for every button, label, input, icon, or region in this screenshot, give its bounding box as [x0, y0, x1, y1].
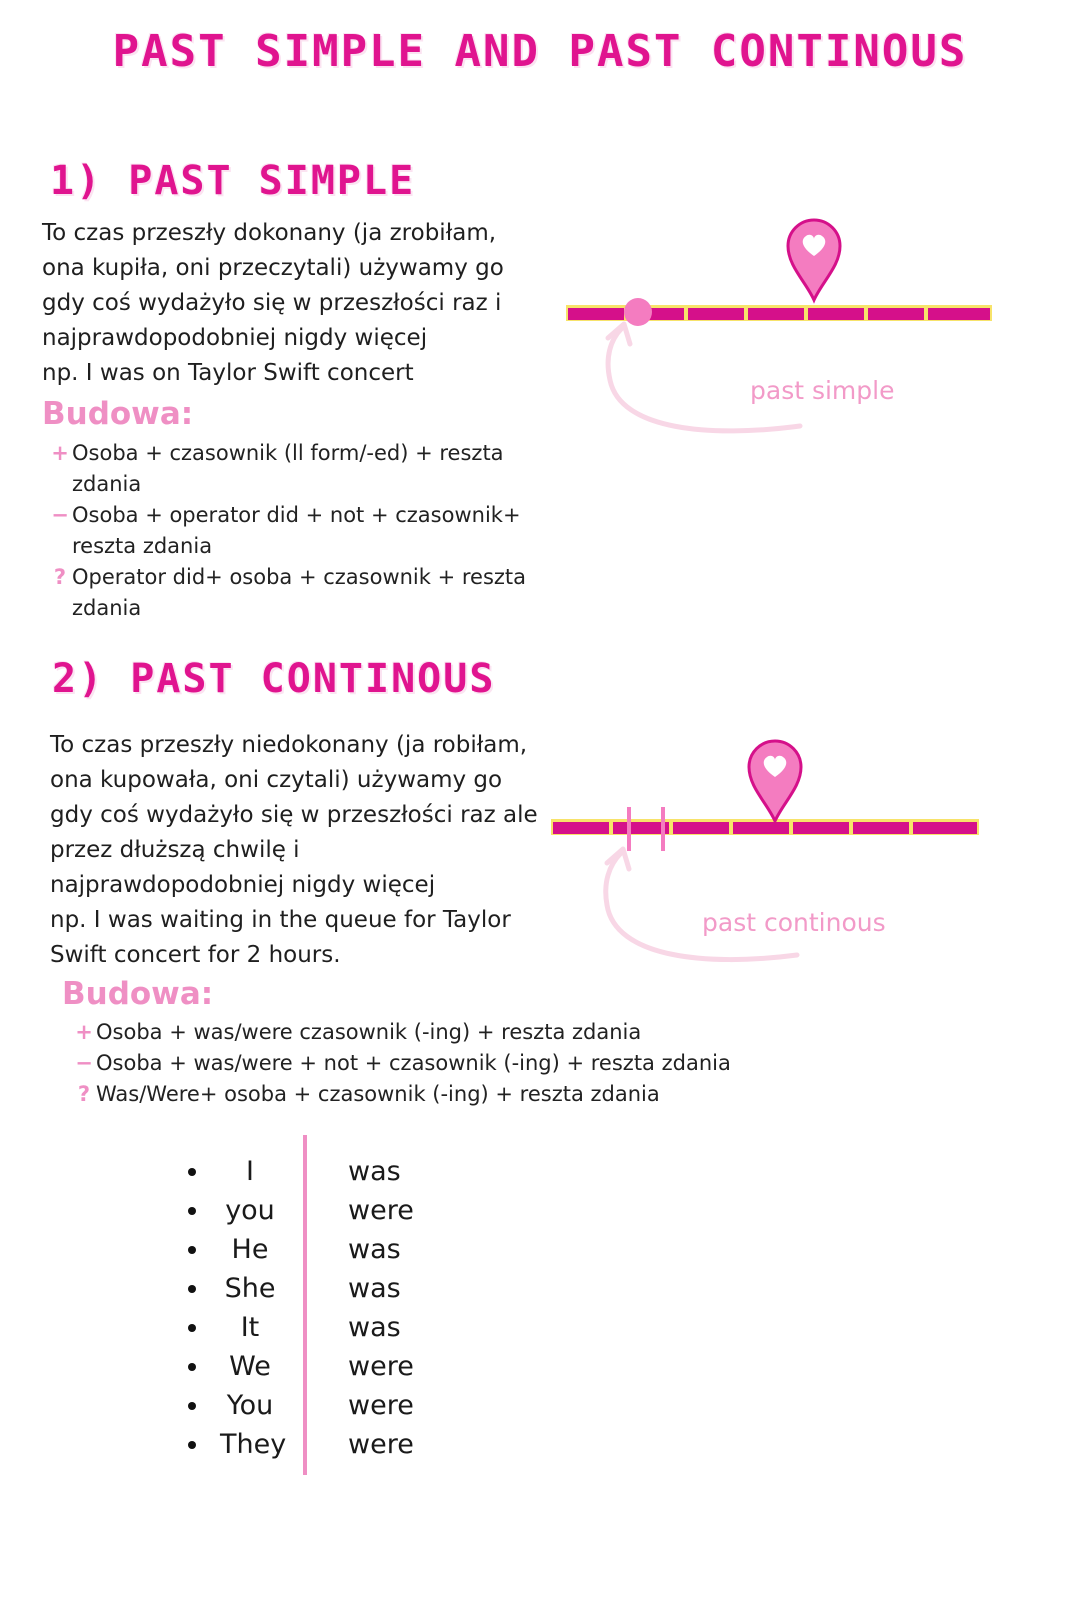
bullet-icon [188, 1168, 196, 1176]
pronoun: He [231, 1234, 269, 1265]
past-simple-timeline-diagram [560, 210, 1040, 460]
section2-line: ona kupowała, oni czytali) używamy go [50, 767, 503, 793]
bullet-icon [188, 1363, 196, 1371]
section2-line: najprawdopodobniej nigdy więcej [50, 872, 436, 898]
section2-line: np. I was waiting in the queue for Taylor [50, 907, 511, 933]
bullet-icon [188, 1285, 196, 1293]
plus-icon: + [75, 1020, 93, 1044]
heart-pin-icon [788, 220, 840, 300]
rule-negative [48, 500, 578, 562]
verb: were [348, 1390, 414, 1421]
minus-icon: − [51, 503, 69, 527]
pronoun: She [224, 1273, 276, 1304]
section1-description [42, 216, 562, 391]
section1-line: To czas przeszły dokonany (ja zrobiłam, [42, 220, 497, 246]
bullet-icon [188, 1246, 196, 1254]
verb-column [348, 1152, 414, 1464]
section2-line: przez dłuższą chwilę i [50, 837, 300, 863]
section1-budowa-label: Budowa: [42, 396, 194, 432]
rule-text: Osoba + czasownik (ll form/-ed) + reszta zdania [72, 441, 504, 496]
timeline-bar [551, 819, 979, 835]
section2-line: gdy coś wydażyło się w przeszłości raz ale [50, 802, 538, 828]
verb: were [348, 1429, 414, 1460]
verb: were [348, 1195, 414, 1226]
section1-line: gdy coś wydażyło się w przeszłości raz i [42, 290, 502, 316]
section1-heading: 1) PAST SIMPLE [50, 158, 416, 204]
list-item [188, 1386, 280, 1425]
rule-question [48, 562, 578, 624]
pronoun: We [229, 1351, 271, 1382]
section2-line: To czas przeszły niedokonany (ja robiłam, [50, 732, 528, 758]
past-simple-caption: past simple [750, 376, 895, 405]
pronoun: They [220, 1429, 287, 1460]
past-continous-timeline-diagram [545, 735, 1035, 985]
list-item [188, 1152, 280, 1191]
section2-rules [72, 1017, 772, 1110]
list-item [188, 1230, 280, 1269]
section1-rules [48, 438, 578, 624]
rule-text: Operator did+ osoba + czasownik + reszta zdania [72, 565, 527, 620]
curved-arrow-icon [606, 849, 797, 960]
pronoun: you [225, 1195, 275, 1226]
verb: was [348, 1156, 401, 1187]
list-item [188, 1308, 280, 1347]
heart-pin-icon [749, 741, 801, 821]
rule-affirmative [72, 1017, 772, 1048]
rule-affirmative [48, 438, 578, 500]
rule-text: Osoba + was/were czasownik (-ing) + reszta zdania [96, 1020, 642, 1044]
section1-line: np. I was on Taylor Swift concert [42, 360, 414, 386]
verb: were [348, 1351, 414, 1382]
table-divider [303, 1135, 307, 1475]
section2-heading: 2) PAST CONTINOUS [52, 656, 496, 702]
list-item [188, 1191, 280, 1230]
section2-budowa-label: Budowa: [62, 976, 214, 1012]
bullet-icon [188, 1441, 196, 1449]
list-item [188, 1347, 280, 1386]
rule-text: Osoba + operator did + not + czasownik+ reszta zdania [72, 503, 521, 558]
section1-line: najprawdopodobniej nigdy więcej [42, 325, 428, 351]
question-icon: ? [53, 565, 67, 589]
minus-icon: − [75, 1051, 93, 1075]
bullet-icon [188, 1324, 196, 1332]
rule-negative [72, 1048, 772, 1079]
pronoun-column [188, 1152, 287, 1464]
section1-line: ona kupiła, oni przeczytali) używamy go [42, 255, 504, 281]
verb: was [348, 1312, 401, 1343]
verb: was [348, 1234, 401, 1265]
section2-line: Swift concert for 2 hours. [50, 942, 341, 968]
plus-icon: + [51, 441, 69, 465]
question-icon: ? [77, 1082, 91, 1106]
rule-question [72, 1079, 772, 1110]
page-title: PAST SIMPLE AND PAST CONTINOUS [112, 26, 968, 77]
rule-text: Osoba + was/were + not + czasownik (-ing) + reszta zdania [96, 1051, 731, 1075]
bullet-icon [188, 1207, 196, 1215]
rule-text: Was/Were+ osoba + czasownik (-ing) + reszta zdania [96, 1082, 660, 1106]
list-item [188, 1269, 280, 1308]
verb: was [348, 1273, 401, 1304]
pronoun: You [226, 1390, 274, 1421]
section2-description [50, 728, 570, 973]
pronoun: I [246, 1156, 254, 1187]
pronoun: It [240, 1312, 260, 1343]
event-dot [624, 298, 652, 326]
past-continous-caption: past continous [702, 908, 886, 937]
list-item [188, 1425, 287, 1464]
bullet-icon [188, 1402, 196, 1410]
